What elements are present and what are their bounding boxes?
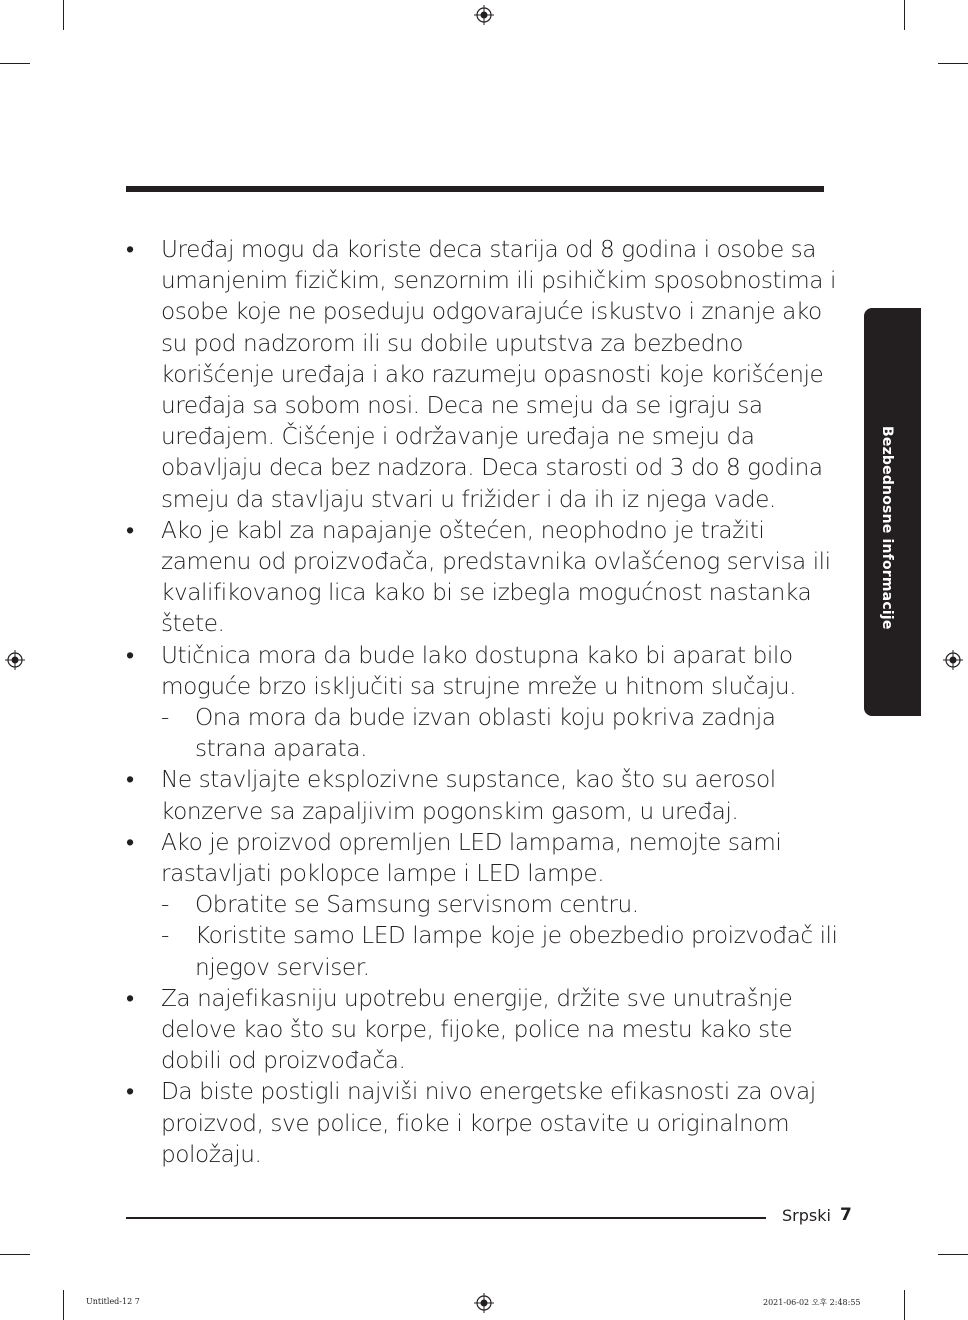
dash-marker: - [161, 704, 169, 732]
bullet-icon: • [126, 1078, 134, 1106]
sub-list-item [126, 920, 838, 982]
sub-list-item-text: Obratite se Samsung servisnom centru. [195, 891, 639, 919]
registration-mark-icon [474, 5, 494, 25]
list-item [126, 764, 838, 826]
list-item-text: Uređaj mogu da koriste deca starija od 8 godina i osobe sa umanjenim fizičkim, senzornim ili psihičkim sposobnostima i osobe koje ne poseduju odgovarajuće iskustvo i znanje ako su pod nadzorom ili su dobile uputstva za bezbedno korišćenje uređaja i ako razumeju opasnosti koje korišćenje uređaja sa sobom nosi. Deca ne smeju da se igraju sa uređajem. Čišćenje i održavanje uređaja ne smeju da obavljaju deca bez nadzora. Deca starosti od 3 do 8 godina smeju da stavljaju stvari u frižider i da ih iz njega vade. [161, 236, 836, 513]
dash-marker: - [161, 922, 169, 950]
list-item-text: Ako je proizvod opremljen LED lampama, nemojte sami rastavljati poklopce lampe i LED lampe. [161, 828, 782, 888]
footer-rule [126, 1217, 766, 1219]
list-item [126, 1076, 838, 1170]
list-item-text: Da biste postigli najviši nivo energetske efikasnosti za ovaj proizvod, sve police, fioke i korpe ostavite u originalnom položaju. [161, 1078, 816, 1168]
crop-mark [904, 1290, 905, 1320]
crop-mark [63, 1290, 64, 1320]
bullet-icon: • [126, 984, 134, 1012]
crop-mark [938, 63, 968, 64]
list-item [126, 515, 838, 640]
print-file-info: Untitled-12 7 [86, 1297, 140, 1306]
safety-instructions-list [126, 234, 838, 1170]
list-item [126, 983, 838, 1077]
sub-list-item [126, 702, 838, 764]
list-item-text: Za najefikasniju upotrebu energije, držite sve unutrašnje delove kao što su korpe, fijoke, police na mestu kako ste dobili od proizvođača. [161, 984, 793, 1075]
print-timestamp: 2021-06-02 오후 2:48:55 [763, 1298, 861, 1307]
section-top-rule [126, 186, 824, 192]
list-item [126, 640, 838, 702]
registration-mark-icon [474, 1293, 494, 1313]
registration-mark-icon [5, 650, 25, 670]
registration-mark-icon [943, 650, 963, 670]
list-item-text: Ne stavljajte eksplozivne supstance, kao što su aerosol konzerve sa zapaljivim pogonskim gasom, u uređaj. [161, 766, 776, 825]
bullet-icon: • [126, 236, 134, 263]
sub-list-item [126, 889, 838, 920]
page-number: 7 [840, 1205, 852, 1225]
crop-mark [63, 0, 64, 30]
list-item [126, 234, 838, 515]
crop-mark [904, 0, 905, 30]
footer-language: Srpski [782, 1206, 831, 1225]
sub-list-item-text: Ona mora da bude izvan oblasti koju pokriva zadnja strana aparata. [195, 704, 776, 763]
list-item-text: Utičnica mora da bude lako dostupna kako bi aparat bilo moguće brzo isključiti sa strujne mreže u hitnom slučaju. [161, 641, 797, 700]
bullet-icon: • [126, 516, 134, 544]
bullet-icon: • [126, 828, 134, 856]
list-item-text: Ako je kabl za napajanje oštećen, neophodno je tražiti zamenu od proizvođača, predstavnika ovlašćenog servisa ili kvalifikovanog lica kako bi se izbegla mogućnost nastanka štete. [161, 516, 831, 638]
bullet-icon: • [126, 766, 134, 794]
bullet-icon: • [126, 641, 134, 669]
sub-list-item-text: Koristite samo LED lampe koje je obezbedio proizvođač ili njegov serviser. [195, 922, 838, 981]
crop-mark [938, 1254, 968, 1255]
dash-marker: - [161, 891, 169, 919]
list-item [126, 827, 838, 889]
section-side-tab-label: Bezbednosne informacije [879, 426, 895, 630]
crop-mark [0, 63, 30, 64]
crop-mark [0, 1254, 30, 1255]
